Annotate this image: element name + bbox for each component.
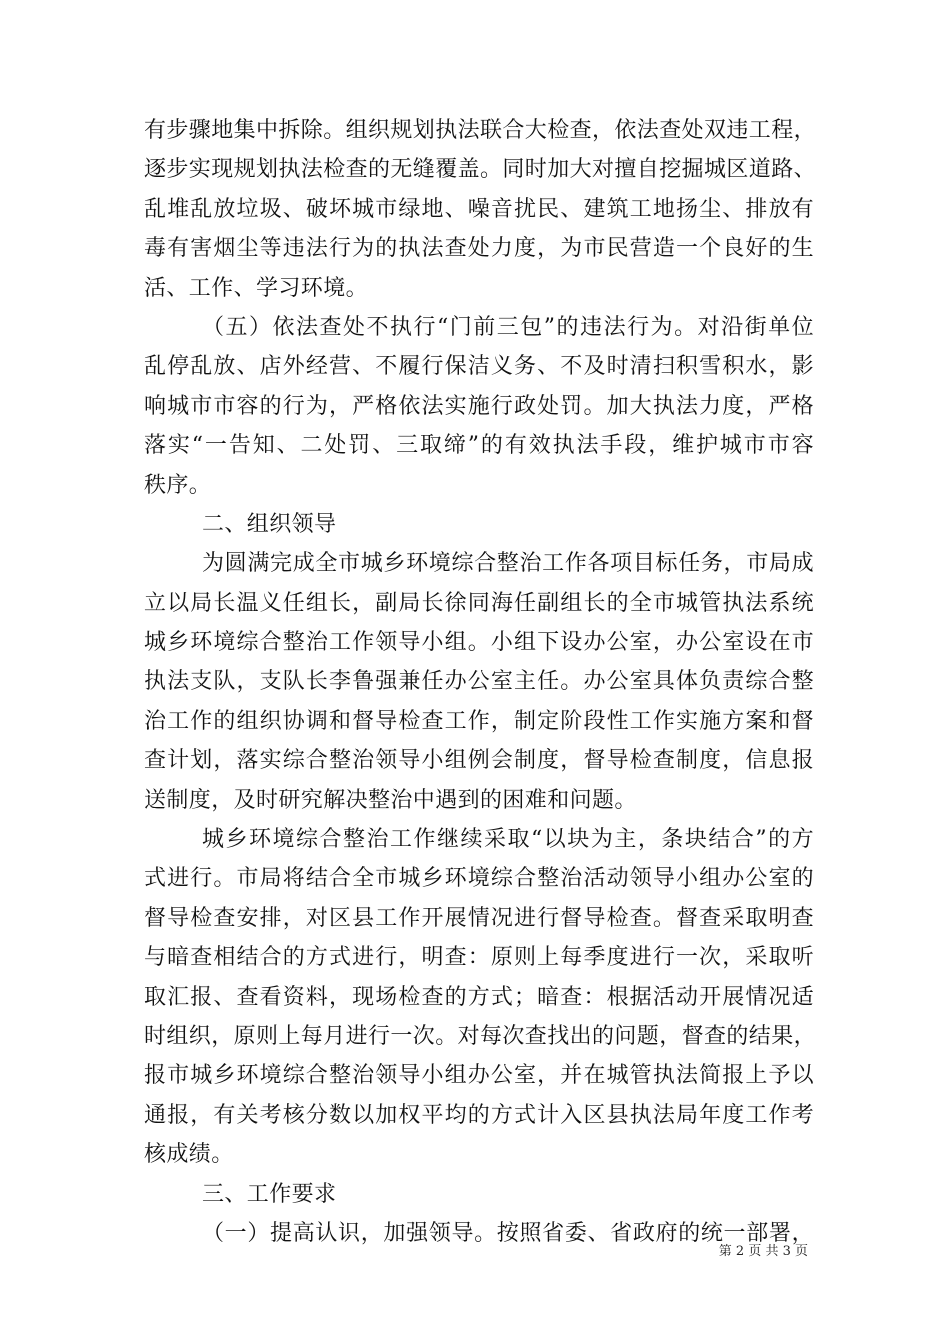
text-line: 查计划，落实综合整治领导小组例会制度，督导检查制度，信息报 xyxy=(144,748,814,774)
text-line: （五）依法查处不执行“门前三包”的违法行为。对沿街单位 xyxy=(202,314,814,340)
text-line: 乱堆乱放垃圾、破坏城市绿地、噪音扰民、建筑工地扬尘、排放有 xyxy=(144,196,814,222)
text-line: 三、工作要求 xyxy=(202,1181,337,1207)
text-line: 治工作的组织协调和督导检查工作，制定阶段性工作实施方案和督 xyxy=(144,708,814,734)
text-line: 乱停乱放、店外经营、不履行保洁义务、不及时清扫积雪积水，影 xyxy=(144,354,814,380)
text-line: 城乡环境综合整治工作继续采取“以块为主，条块结合”的方 xyxy=(202,827,814,853)
page-footer: 第 2 页 共 3 页 xyxy=(718,1244,808,1259)
text-line: 取汇报、查看资料，现场检查的方式；暗查：根据活动开展情况适 xyxy=(144,984,814,1010)
text-line: 为圆满完成全市城乡环境综合整治工作各项目标任务，市局成 xyxy=(202,551,814,577)
text-line: 逐步实现规划执法检查的无缝覆盖。同时加大对擅自挖掘城区道路、 xyxy=(144,157,817,183)
text-line: 与暗查相结合的方式进行，明查：原则上每季度进行一次，采取听 xyxy=(144,945,814,971)
text-line: 毒有害烟尘等违法行为的执法查处力度，为市民营造一个良好的生 xyxy=(144,236,814,262)
text-line: 活、工作、学习环境。 xyxy=(144,275,369,301)
text-line: 通报，有关考核分数以加权平均的方式计入区县执法局年度工作考 xyxy=(144,1102,814,1128)
text-line: 响城市市容的行为，严格依法实施行政处罚。加大执法力度，严格 xyxy=(144,393,814,419)
text-line: 执法支队，支队长李鲁强兼任办公室主任。办公室具体负责综合整 xyxy=(144,669,814,695)
text-line: 二、组织领导 xyxy=(202,511,337,537)
text-line: 时组织，原则上每月进行一次。对每次查找出的问题，督查的结果， xyxy=(144,1023,817,1049)
text-line: （一）提高认识，加强领导。按照省委、省政府的统一部署， xyxy=(202,1220,814,1246)
text-line: 送制度，及时研究解决整治中遇到的困难和问题。 xyxy=(144,787,637,813)
text-line: 核成绩。 xyxy=(144,1142,234,1168)
text-line: 督导检查安排，对区县工作开展情况进行督导检查。督查采取明查 xyxy=(144,905,814,931)
document-body xyxy=(144,111,817,1253)
text-line: 秩序。 xyxy=(144,472,212,498)
text-line: 城乡环境综合整治工作领导小组。小组下设办公室，办公室设在市 xyxy=(144,630,814,656)
text-line: 报市城乡环境综合整治领导小组办公室，并在城管执法简报上予以 xyxy=(144,1063,814,1089)
text-line: 落实“一告知、二处罚、三取缔”的有效执法手段，维护城市市容 xyxy=(144,433,814,459)
text-line: 有步骤地集中拆除。组织规划执法联合大检查，依法查处双违工程， xyxy=(144,118,817,143)
text-line: 立以局长温义任组长，副局长徐同海任副组长的全市城管执法系统 xyxy=(144,590,814,616)
text-line: 式进行。市局将结合全市城乡环境综合整治活动领导小组办公室的 xyxy=(144,866,814,892)
